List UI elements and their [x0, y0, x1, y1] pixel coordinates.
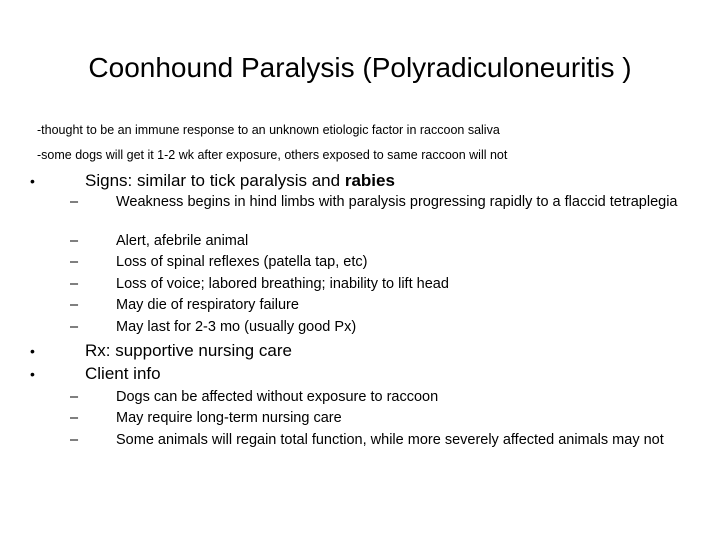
signs-item-text: May die of respiratory failure [116, 297, 299, 313]
dash-marker: – [70, 410, 79, 426]
dash-marker: – [70, 194, 79, 210]
signs-item-text: Weakness begins in hind limbs with paralysis progressing rapidly to a flaccid tetraplegia [116, 194, 678, 210]
signs-item-text: May last for 2-3 mo (usually good Px) [116, 319, 357, 335]
signs-item-text: Loss of spinal reflexes (patella tap, etc) [116, 254, 368, 270]
dash-marker: – [70, 254, 79, 270]
dash-marker: – [70, 276, 79, 292]
dash-marker: – [70, 432, 79, 448]
rabies-emphasis: rabies [344, 171, 395, 190]
bullet-marker: • [30, 366, 35, 382]
bullet-marker: • [30, 173, 35, 189]
dash-marker: – [70, 297, 79, 313]
intro-note-1: -thought to be an immune response to an unknown etiologic factor in raccoon saliva [37, 123, 500, 137]
client-info-item-text: May require long-term nursing care [116, 410, 342, 426]
bullet-signs-label: Signs: similar to tick paralysis and rabies [85, 171, 395, 190]
signs-item-text: Loss of voice; labored breathing; inability to lift head [116, 276, 449, 292]
slide-title: Coonhound Paralysis (Polyradiculoneuritis ) [88, 52, 632, 83]
dash-marker: – [70, 319, 79, 335]
intro-note-2: -some dogs will get it 1-2 wk after exposure, others exposed to same raccoon will not [37, 148, 508, 162]
signs-item-text: Alert, afebrile animal [116, 233, 249, 249]
bullet-rx-label: Rx: supportive nursing care [85, 341, 292, 360]
client-info-item-text: Some animals will regain total function, while more severely affected animals may not [116, 432, 664, 448]
dash-marker: – [70, 389, 79, 405]
dash-marker: – [70, 233, 79, 249]
client-info-item-text: Dogs can be affected without exposure to raccoon [116, 389, 439, 405]
bullet-client-info-label: Client info [85, 364, 161, 383]
bullet-marker: • [30, 343, 35, 359]
